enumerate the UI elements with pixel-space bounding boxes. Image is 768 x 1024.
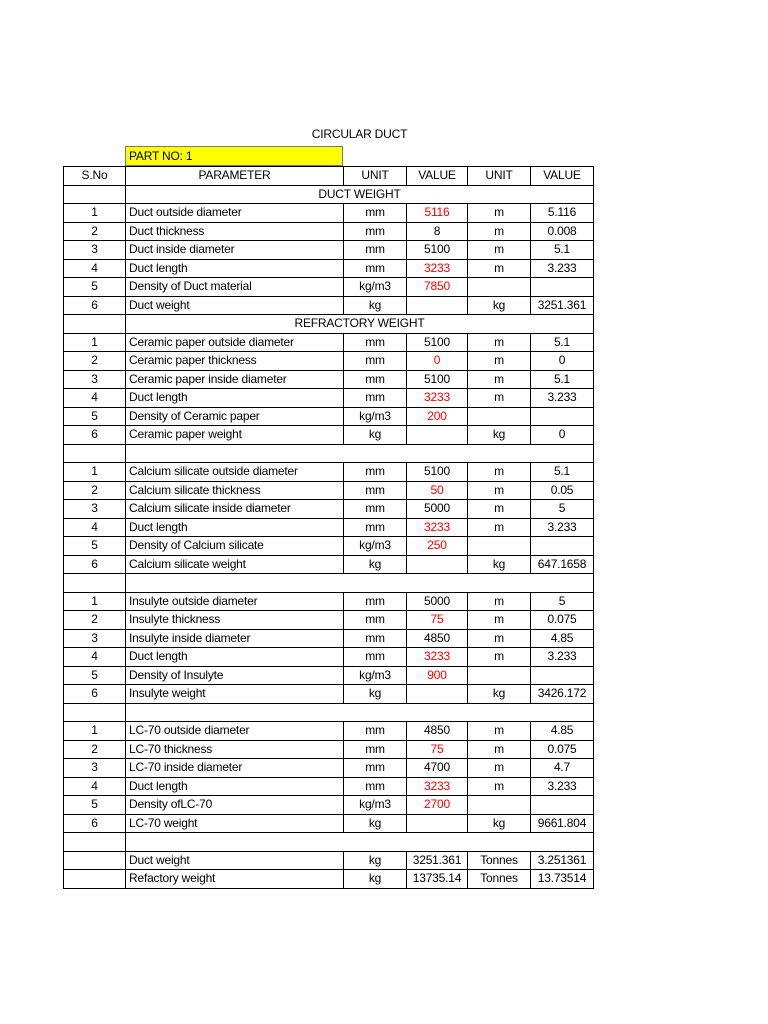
unit-cell[interactable]: mm	[344, 241, 407, 260]
sno-cell[interactable]: 3	[64, 629, 126, 648]
converted-value-cell[interactable]: 647.1658	[531, 555, 594, 574]
parameter-cell[interactable]: Calcium silicate outside diameter	[126, 463, 344, 482]
table-row	[64, 814, 594, 833]
table-row	[64, 241, 594, 260]
converted-value-cell[interactable]: 4.85	[531, 722, 594, 741]
converted-unit-cell[interactable]: m	[468, 518, 531, 537]
converted-value-cell[interactable]: 3.251361	[531, 851, 594, 870]
unit-cell[interactable]: kg/m3	[344, 407, 407, 426]
converted-unit-cell[interactable]	[468, 796, 531, 815]
sheet-title: CIRCULAR DUCT	[311, 127, 408, 141]
value-cell[interactable]: 3251.361	[407, 851, 468, 870]
unit-cell[interactable]: kg	[344, 555, 407, 574]
table-row	[64, 685, 594, 704]
converted-value-cell[interactable]	[531, 537, 594, 556]
converted-value-cell[interactable]: 5.1	[531, 333, 594, 352]
table-row	[64, 481, 594, 500]
unit-cell[interactable]: mm	[344, 518, 407, 537]
converted-unit-cell[interactable]: kg	[468, 685, 531, 704]
sno-cell[interactable]: 2	[64, 611, 126, 630]
table-row	[64, 370, 594, 389]
parameter-cell[interactable]: Duct outside diameter	[126, 204, 344, 223]
converted-value-cell[interactable]	[531, 796, 594, 815]
converted-value-cell[interactable]: 5	[531, 592, 594, 611]
converted-unit-cell[interactable]: m	[468, 629, 531, 648]
unit-cell[interactable]: mm	[344, 592, 407, 611]
converted-unit-cell[interactable]: m	[468, 222, 531, 241]
converted-unit-cell[interactable]: Tonnes	[468, 851, 531, 870]
sno-cell[interactable]: 6	[64, 296, 126, 315]
empty-cell[interactable]	[126, 574, 594, 593]
input-value-cell[interactable]: 7850	[407, 278, 468, 297]
sno-cell[interactable]: 6	[64, 685, 126, 704]
parameter-cell[interactable]: Duct length	[126, 777, 344, 796]
converted-unit-cell[interactable]: kg	[468, 296, 531, 315]
table-row	[64, 222, 594, 241]
unit-cell[interactable]: mm	[344, 481, 407, 500]
unit-cell[interactable]: kg	[344, 296, 407, 315]
parameter-cell[interactable]: Insulyte weight	[126, 685, 344, 704]
empty-cell[interactable]	[64, 703, 126, 722]
header-unit-converted[interactable]: UNIT	[468, 167, 531, 186]
value-cell[interactable]: 5100	[407, 241, 468, 260]
unit-cell[interactable]: mm	[344, 777, 407, 796]
parameter-cell[interactable]: Density ofLC-70	[126, 796, 344, 815]
unit-cell[interactable]: mm	[344, 333, 407, 352]
unit-cell[interactable]: mm	[344, 222, 407, 241]
blank-row	[64, 703, 594, 722]
converted-unit-cell[interactable]: m	[468, 333, 531, 352]
input-value-cell[interactable]: 3233	[407, 648, 468, 667]
header-value[interactable]: VALUE	[407, 167, 468, 186]
converted-value-cell[interactable]: 5.1	[531, 463, 594, 482]
converted-unit-cell[interactable]: m	[468, 777, 531, 796]
converted-value-cell[interactable]: 5	[531, 500, 594, 519]
parameter-cell[interactable]: Density of Ceramic paper	[126, 407, 344, 426]
blank-row	[64, 444, 594, 463]
table-row	[64, 463, 594, 482]
unit-cell[interactable]: mm	[344, 611, 407, 630]
table-row	[64, 851, 594, 870]
converted-value-cell[interactable]: 0	[531, 352, 594, 371]
value-cell[interactable]: 5100	[407, 333, 468, 352]
parameter-cell[interactable]: Calcium silicate thickness	[126, 481, 344, 500]
unit-cell[interactable]: mm	[344, 500, 407, 519]
sno-cell[interactable]: 4	[64, 518, 126, 537]
parameter-cell[interactable]: Duct length	[126, 259, 344, 278]
converted-value-cell[interactable]	[531, 666, 594, 685]
sno-cell[interactable]	[64, 870, 126, 889]
unit-cell[interactable]: kg/m3	[344, 796, 407, 815]
unit-cell[interactable]: kg	[344, 685, 407, 704]
converted-unit-cell[interactable]: m	[468, 500, 531, 519]
parameter-cell[interactable]: Calcium silicate weight	[126, 555, 344, 574]
sno-cell[interactable]: 3	[64, 500, 126, 519]
converted-unit-cell[interactable]: m	[468, 370, 531, 389]
section-heading[interactable]: DUCT WEIGHT	[126, 185, 594, 204]
converted-value-cell[interactable]: 0.008	[531, 222, 594, 241]
input-value-cell[interactable]: 250	[407, 537, 468, 556]
input-value-cell[interactable]: 5116	[407, 204, 468, 223]
unit-cell[interactable]: kg/m3	[344, 666, 407, 685]
sno-cell[interactable]: 5	[64, 537, 126, 556]
sno-cell[interactable]: 4	[64, 777, 126, 796]
value-cell[interactable]: 8	[407, 222, 468, 241]
header-value-converted[interactable]: VALUE	[531, 167, 594, 186]
converted-unit-cell[interactable]: kg	[468, 426, 531, 445]
table-row	[64, 259, 594, 278]
table-row	[64, 796, 594, 815]
parameter-cell[interactable]: Duct thickness	[126, 222, 344, 241]
parameter-cell[interactable]: Density of Insulyte	[126, 666, 344, 685]
unit-cell[interactable]: mm	[344, 204, 407, 223]
empty-cell[interactable]	[64, 444, 126, 463]
input-value-cell[interactable]: 900	[407, 666, 468, 685]
converted-unit-cell[interactable]	[468, 666, 531, 685]
input-value-cell[interactable]: 75	[407, 740, 468, 759]
converted-unit-cell[interactable]: m	[468, 648, 531, 667]
table-row	[64, 592, 594, 611]
blank-row	[64, 574, 594, 593]
unit-cell[interactable]: mm	[344, 352, 407, 371]
converted-unit-cell[interactable]: m	[468, 389, 531, 408]
section-row	[64, 185, 594, 204]
unit-cell[interactable]: mm	[344, 463, 407, 482]
sno-cell[interactable]: 1	[64, 722, 126, 741]
table-row	[64, 296, 594, 315]
converted-value-cell[interactable]: 9661.804	[531, 814, 594, 833]
header-unit[interactable]: UNIT	[344, 167, 407, 186]
part-no-cell[interactable]: PART NO: 1	[125, 146, 343, 166]
table-row	[64, 537, 594, 556]
value-cell[interactable]: 5100	[407, 370, 468, 389]
parameter-cell[interactable]: Insulyte outside diameter	[126, 592, 344, 611]
table-row	[64, 407, 594, 426]
converted-unit-cell[interactable]: m	[468, 759, 531, 778]
sno-cell[interactable]: 4	[64, 259, 126, 278]
section-heading[interactable]: REFRACTORY WEIGHT	[126, 315, 594, 334]
unit-cell[interactable]: kg/m3	[344, 537, 407, 556]
calculation-table	[63, 166, 594, 889]
parameter-cell[interactable]: Duct length	[126, 518, 344, 537]
converted-value-cell[interactable]: 3426.172	[531, 685, 594, 704]
table-row	[64, 629, 594, 648]
empty-cell[interactable]	[64, 185, 126, 204]
parameter-cell[interactable]: Ceramic paper inside diameter	[126, 370, 344, 389]
input-value-cell[interactable]: 2700	[407, 796, 468, 815]
input-value-cell[interactable]: 50	[407, 481, 468, 500]
empty-cell[interactable]	[64, 315, 126, 334]
table-row	[64, 870, 594, 889]
empty-cell[interactable]	[64, 833, 126, 852]
converted-unit-cell[interactable]: kg	[468, 555, 531, 574]
converted-unit-cell[interactable]: m	[468, 259, 531, 278]
parameter-cell[interactable]: LC-70 outside diameter	[126, 722, 344, 741]
header-parameter[interactable]: PARAMETER	[126, 167, 344, 186]
value-cell[interactable]: 4850	[407, 629, 468, 648]
converted-unit-cell[interactable]: Tonnes	[468, 870, 531, 889]
table-row	[64, 204, 594, 223]
sno-cell[interactable]: 3	[64, 370, 126, 389]
sno-cell[interactable]: 3	[64, 759, 126, 778]
table-row	[64, 555, 594, 574]
converted-value-cell[interactable]: 0.075	[531, 740, 594, 759]
converted-value-cell[interactable]: 5.1	[531, 370, 594, 389]
sno-cell[interactable]: 6	[64, 426, 126, 445]
header-sno[interactable]: S.No	[64, 167, 126, 186]
parameter-cell[interactable]: Duct weight	[126, 851, 344, 870]
input-value-cell[interactable]: 200	[407, 407, 468, 426]
value-cell[interactable]: 4700	[407, 759, 468, 778]
converted-unit-cell[interactable]: m	[468, 204, 531, 223]
converted-value-cell[interactable]: 5.1	[531, 241, 594, 260]
blank-row	[64, 833, 594, 852]
empty-cell[interactable]	[126, 833, 594, 852]
converted-value-cell[interactable]: 4.7	[531, 759, 594, 778]
parameter-cell[interactable]: Ceramic paper weight	[126, 426, 344, 445]
converted-unit-cell[interactable]: m	[468, 481, 531, 500]
unit-cell[interactable]: mm	[344, 629, 407, 648]
unit-cell[interactable]: mm	[344, 648, 407, 667]
converted-value-cell[interactable]: 3.233	[531, 777, 594, 796]
parameter-cell[interactable]: Duct weight	[126, 296, 344, 315]
parameter-cell[interactable]: LC-70 weight	[126, 814, 344, 833]
parameter-cell[interactable]: Density of Calcium silicate	[126, 537, 344, 556]
value-cell[interactable]: 5000	[407, 500, 468, 519]
unit-cell[interactable]: kg	[344, 870, 407, 889]
table-row	[64, 278, 594, 297]
sno-cell[interactable]: 2	[64, 352, 126, 371]
converted-value-cell[interactable]: 13.73514	[531, 870, 594, 889]
converted-value-cell[interactable]	[531, 407, 594, 426]
value-cell[interactable]	[407, 555, 468, 574]
input-value-cell[interactable]: 3233	[407, 518, 468, 537]
table-row	[64, 740, 594, 759]
parameter-cell[interactable]: LC-70 inside diameter	[126, 759, 344, 778]
sno-cell[interactable]: 6	[64, 814, 126, 833]
sno-cell[interactable]: 4	[64, 648, 126, 667]
sno-cell[interactable]: 5	[64, 666, 126, 685]
value-cell[interactable]	[407, 685, 468, 704]
parameter-cell[interactable]: Duct inside diameter	[126, 241, 344, 260]
sno-cell[interactable]: 5	[64, 278, 126, 297]
converted-value-cell[interactable]: 3.233	[531, 389, 594, 408]
table-row	[64, 666, 594, 685]
unit-cell[interactable]: mm	[344, 370, 407, 389]
value-cell[interactable]: 13735.14	[407, 870, 468, 889]
table-body	[64, 185, 594, 888]
converted-unit-cell[interactable]	[468, 537, 531, 556]
converted-unit-cell[interactable]: m	[468, 463, 531, 482]
parameter-cell[interactable]: Calcium silicate inside diameter	[126, 500, 344, 519]
value-cell[interactable]	[407, 814, 468, 833]
converted-value-cell[interactable]: 0.075	[531, 611, 594, 630]
input-value-cell[interactable]: 0	[407, 352, 468, 371]
table-row	[64, 759, 594, 778]
table-row	[64, 333, 594, 352]
sno-cell[interactable]: 1	[64, 463, 126, 482]
unit-cell[interactable]: mm	[344, 740, 407, 759]
sno-cell[interactable]: 3	[64, 241, 126, 260]
sno-cell[interactable]: 1	[64, 592, 126, 611]
converted-unit-cell[interactable]: m	[468, 722, 531, 741]
parameter-cell[interactable]: Insulyte thickness	[126, 611, 344, 630]
unit-cell[interactable]: mm	[344, 759, 407, 778]
converted-unit-cell[interactable]	[468, 278, 531, 297]
sno-cell[interactable]: 1	[64, 204, 126, 223]
converted-unit-cell[interactable]	[468, 407, 531, 426]
converted-unit-cell[interactable]: kg	[468, 814, 531, 833]
converted-unit-cell[interactable]: m	[468, 241, 531, 260]
input-value-cell[interactable]: 3233	[407, 259, 468, 278]
unit-cell[interactable]: mm	[344, 259, 407, 278]
header-row	[64, 167, 594, 186]
converted-value-cell[interactable]: 3.233	[531, 259, 594, 278]
table-row	[64, 389, 594, 408]
value-cell[interactable]: 5000	[407, 592, 468, 611]
table-row	[64, 777, 594, 796]
sno-cell[interactable]	[64, 851, 126, 870]
sno-cell[interactable]: 6	[64, 555, 126, 574]
value-cell[interactable]: 4850	[407, 722, 468, 741]
empty-cell[interactable]	[64, 574, 126, 593]
parameter-cell[interactable]: Refactory weight	[126, 870, 344, 889]
table-row	[64, 352, 594, 371]
input-value-cell[interactable]: 3233	[407, 389, 468, 408]
input-value-cell[interactable]: 75	[407, 611, 468, 630]
sno-cell[interactable]: 4	[64, 389, 126, 408]
parameter-cell[interactable]: Insulyte inside diameter	[126, 629, 344, 648]
parameter-cell[interactable]: LC-70 thickness	[126, 740, 344, 759]
converted-value-cell[interactable]: 0	[531, 426, 594, 445]
table-row	[64, 648, 594, 667]
converted-value-cell[interactable]: 0.05	[531, 481, 594, 500]
converted-unit-cell[interactable]: m	[468, 611, 531, 630]
unit-cell[interactable]: kg	[344, 814, 407, 833]
value-cell[interactable]	[407, 426, 468, 445]
sno-cell[interactable]: 2	[64, 481, 126, 500]
converted-unit-cell[interactable]: m	[468, 740, 531, 759]
unit-cell[interactable]: mm	[344, 722, 407, 741]
parameter-cell[interactable]: Density of Duct material	[126, 278, 344, 297]
converted-value-cell[interactable]: 4.85	[531, 629, 594, 648]
converted-value-cell[interactable]: 3.233	[531, 518, 594, 537]
sno-cell[interactable]: 5	[64, 796, 126, 815]
input-value-cell[interactable]: 3233	[407, 777, 468, 796]
converted-value-cell[interactable]: 3251.361	[531, 296, 594, 315]
value-cell[interactable]	[407, 296, 468, 315]
section-row	[64, 315, 594, 334]
converted-unit-cell[interactable]: m	[468, 592, 531, 611]
converted-value-cell[interactable]: 5.116	[531, 204, 594, 223]
table-row	[64, 500, 594, 519]
parameter-cell[interactable]: Ceramic paper thickness	[126, 352, 344, 371]
value-cell[interactable]: 5100	[407, 463, 468, 482]
unit-cell[interactable]: kg	[344, 851, 407, 870]
converted-value-cell[interactable]	[531, 278, 594, 297]
unit-cell[interactable]: mm	[344, 389, 407, 408]
unit-cell[interactable]: kg	[344, 426, 407, 445]
sno-cell[interactable]: 1	[64, 333, 126, 352]
converted-unit-cell[interactable]: m	[468, 352, 531, 371]
unit-cell[interactable]: kg/m3	[344, 278, 407, 297]
empty-cell[interactable]	[126, 444, 594, 463]
parameter-cell[interactable]: Duct length	[126, 389, 344, 408]
sno-cell[interactable]: 2	[64, 740, 126, 759]
sno-cell[interactable]: 2	[64, 222, 126, 241]
table-row	[64, 518, 594, 537]
parameter-cell[interactable]: Duct length	[126, 648, 344, 667]
empty-cell[interactable]	[126, 703, 594, 722]
sno-cell[interactable]: 5	[64, 407, 126, 426]
table-row	[64, 426, 594, 445]
parameter-cell[interactable]: Ceramic paper outside diameter	[126, 333, 344, 352]
table-row	[64, 722, 594, 741]
converted-value-cell[interactable]: 3.233	[531, 648, 594, 667]
table-row	[64, 611, 594, 630]
